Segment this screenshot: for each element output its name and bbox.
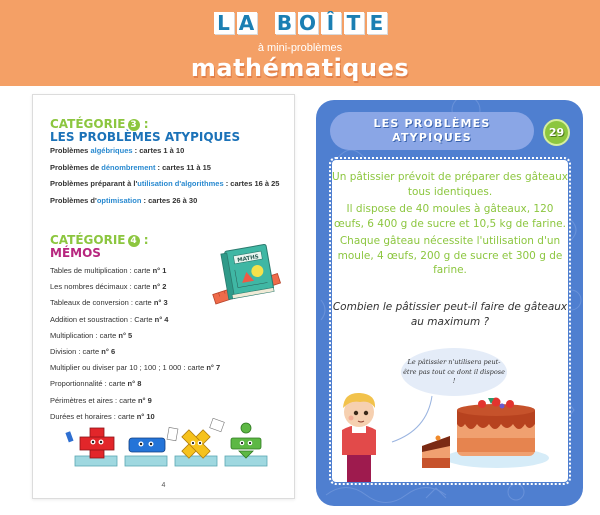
- list-item: [50, 363, 220, 379]
- category3-list: [50, 146, 279, 212]
- logo-tile: Î: [321, 12, 341, 34]
- item-text: Division : carte: [50, 346, 102, 356]
- boy-icon: [342, 393, 376, 482]
- item-number: n° 4: [154, 314, 169, 324]
- card-header-line2: ATYPIQUES: [392, 131, 472, 144]
- item-number: n° 6: [101, 346, 116, 356]
- item-suffix: : cartes 16 à 25: [223, 179, 280, 188]
- problem-card: [316, 100, 583, 506]
- item-text: Tables de multiplication : carte: [50, 266, 153, 275]
- category4-list: [50, 266, 220, 428]
- list-item: [50, 379, 220, 395]
- problem-question: Combien le pâtissier peut-il faire de gâteaux au maximum ?: [332, 301, 568, 328]
- category-colon: :: [143, 233, 149, 247]
- category-label-text: CATÉGORIE: [50, 233, 126, 247]
- item-prefix: Problèmes de: [50, 162, 102, 172]
- logo-tile: A: [237, 12, 257, 34]
- category-number-badge: 3: [128, 119, 140, 131]
- item-text: Les nombres décimaux : carte: [50, 282, 153, 292]
- category3-label: [50, 117, 149, 131]
- item-suffix: : cartes 26 à 30: [141, 195, 198, 205]
- page-title: mathématiques: [190, 54, 410, 82]
- minus-mascot-icon: [125, 427, 178, 466]
- item-highlight: optimisation: [96, 195, 142, 205]
- problem-paragraph: Il dispose de 40 moules à gâteaux, 120 œufs, 6 400 g de sucre et 10,5 kg de farine.: [334, 203, 566, 230]
- item-number: n° 3: [153, 298, 168, 308]
- category4-label: [50, 233, 149, 247]
- card-content-panel: [332, 160, 568, 482]
- item-text: Addition et soustraction : Carte: [50, 314, 155, 324]
- list-item: [50, 298, 220, 314]
- logo-tile: E: [367, 12, 387, 34]
- item-text: Multiplier ou diviser par 10 ; 100 ; 1 000 : carte: [50, 363, 207, 373]
- item-number: n° 10: [136, 411, 155, 421]
- cake-icon: [445, 398, 549, 469]
- list-item: [50, 266, 220, 282]
- item-number: n° 1: [152, 266, 167, 275]
- plus-mascot-icon: [65, 428, 117, 466]
- svg-text:MATHS: MATHS: [236, 254, 260, 264]
- item-number: n° 9: [137, 395, 152, 405]
- item-suffix: : cartes 11 à 15: [155, 162, 211, 172]
- category-colon: :: [143, 117, 149, 131]
- item-highlight: utilisation d'algorithmes: [137, 179, 224, 188]
- logo-tile: O: [298, 11, 316, 35]
- list-item: [50, 179, 279, 196]
- category-number-badge: 4: [128, 235, 140, 247]
- booklet-page: [32, 94, 295, 499]
- item-text: Multiplication : carte: [50, 330, 119, 340]
- list-item: [50, 396, 220, 412]
- problem-paragraph: Un pâtissier prévoit de préparer des gâteaux tous identiques.: [332, 171, 568, 198]
- divide-mascot-icon: [225, 423, 267, 466]
- problem-paragraph: Chaque gâteau nécessite l'utilisation d'un moule, 4 œufs, 200 g de sucre et 300 g de farine.: [337, 235, 563, 276]
- item-prefix: Problèmes d': [50, 195, 97, 205]
- operator-mascots-illustration: [61, 418, 271, 468]
- card-category-header: [330, 112, 534, 150]
- list-item: [50, 331, 220, 347]
- page-number: 4: [161, 482, 166, 489]
- item-number: n° 7: [206, 363, 221, 373]
- card-header-line1: LES PROBLÈMES: [373, 117, 491, 130]
- subtitle: à mini-problèmes: [257, 42, 343, 54]
- item-number: n° 5: [118, 330, 133, 340]
- logo-tile: B: [275, 12, 295, 34]
- category3-title: LES PROBLÈMES ATYPIQUES: [50, 130, 241, 144]
- item-suffix: : cartes 1 à 10: [132, 146, 185, 155]
- problem-statement: [332, 170, 568, 281]
- cake-slice-icon: [422, 436, 450, 469]
- category-label-text: CATÉGORIE: [50, 117, 126, 131]
- item-text: Tableaux de conversion : carte: [50, 298, 154, 308]
- list-item: [50, 146, 279, 163]
- item-text: Périmètres et aires : carte: [50, 395, 138, 405]
- category4-title: MÉMOS: [50, 246, 101, 260]
- item-text: Proportionnalité : carte: [50, 379, 128, 389]
- list-item: [50, 282, 220, 298]
- list-item: [50, 163, 279, 180]
- maths-book-icon: [211, 240, 281, 310]
- list-item: [50, 347, 220, 363]
- card-number-badge: 29: [543, 119, 570, 146]
- item-number: n° 8: [127, 379, 142, 389]
- item-number: n° 2: [152, 282, 167, 292]
- item-prefix: Problèmes: [50, 146, 91, 155]
- logo-tile: T: [344, 12, 364, 34]
- item-highlight: dénombrement: [101, 162, 156, 172]
- list-item: [50, 196, 279, 213]
- item-highlight: algébriques: [90, 146, 133, 155]
- item-prefix: Problèmes préparant à l': [50, 179, 138, 188]
- times-mascot-icon: [175, 418, 225, 466]
- logo-gap: [260, 12, 272, 34]
- logo-la-boite: [0, 12, 600, 34]
- list-item: [50, 315, 220, 331]
- item-text: Durées et horaires : carte: [50, 411, 137, 421]
- speech-bubble: Le pâtissier n'utilisera peut-être pas tout ce dont il dispose !: [401, 348, 507, 396]
- logo-tile: L: [214, 12, 234, 34]
